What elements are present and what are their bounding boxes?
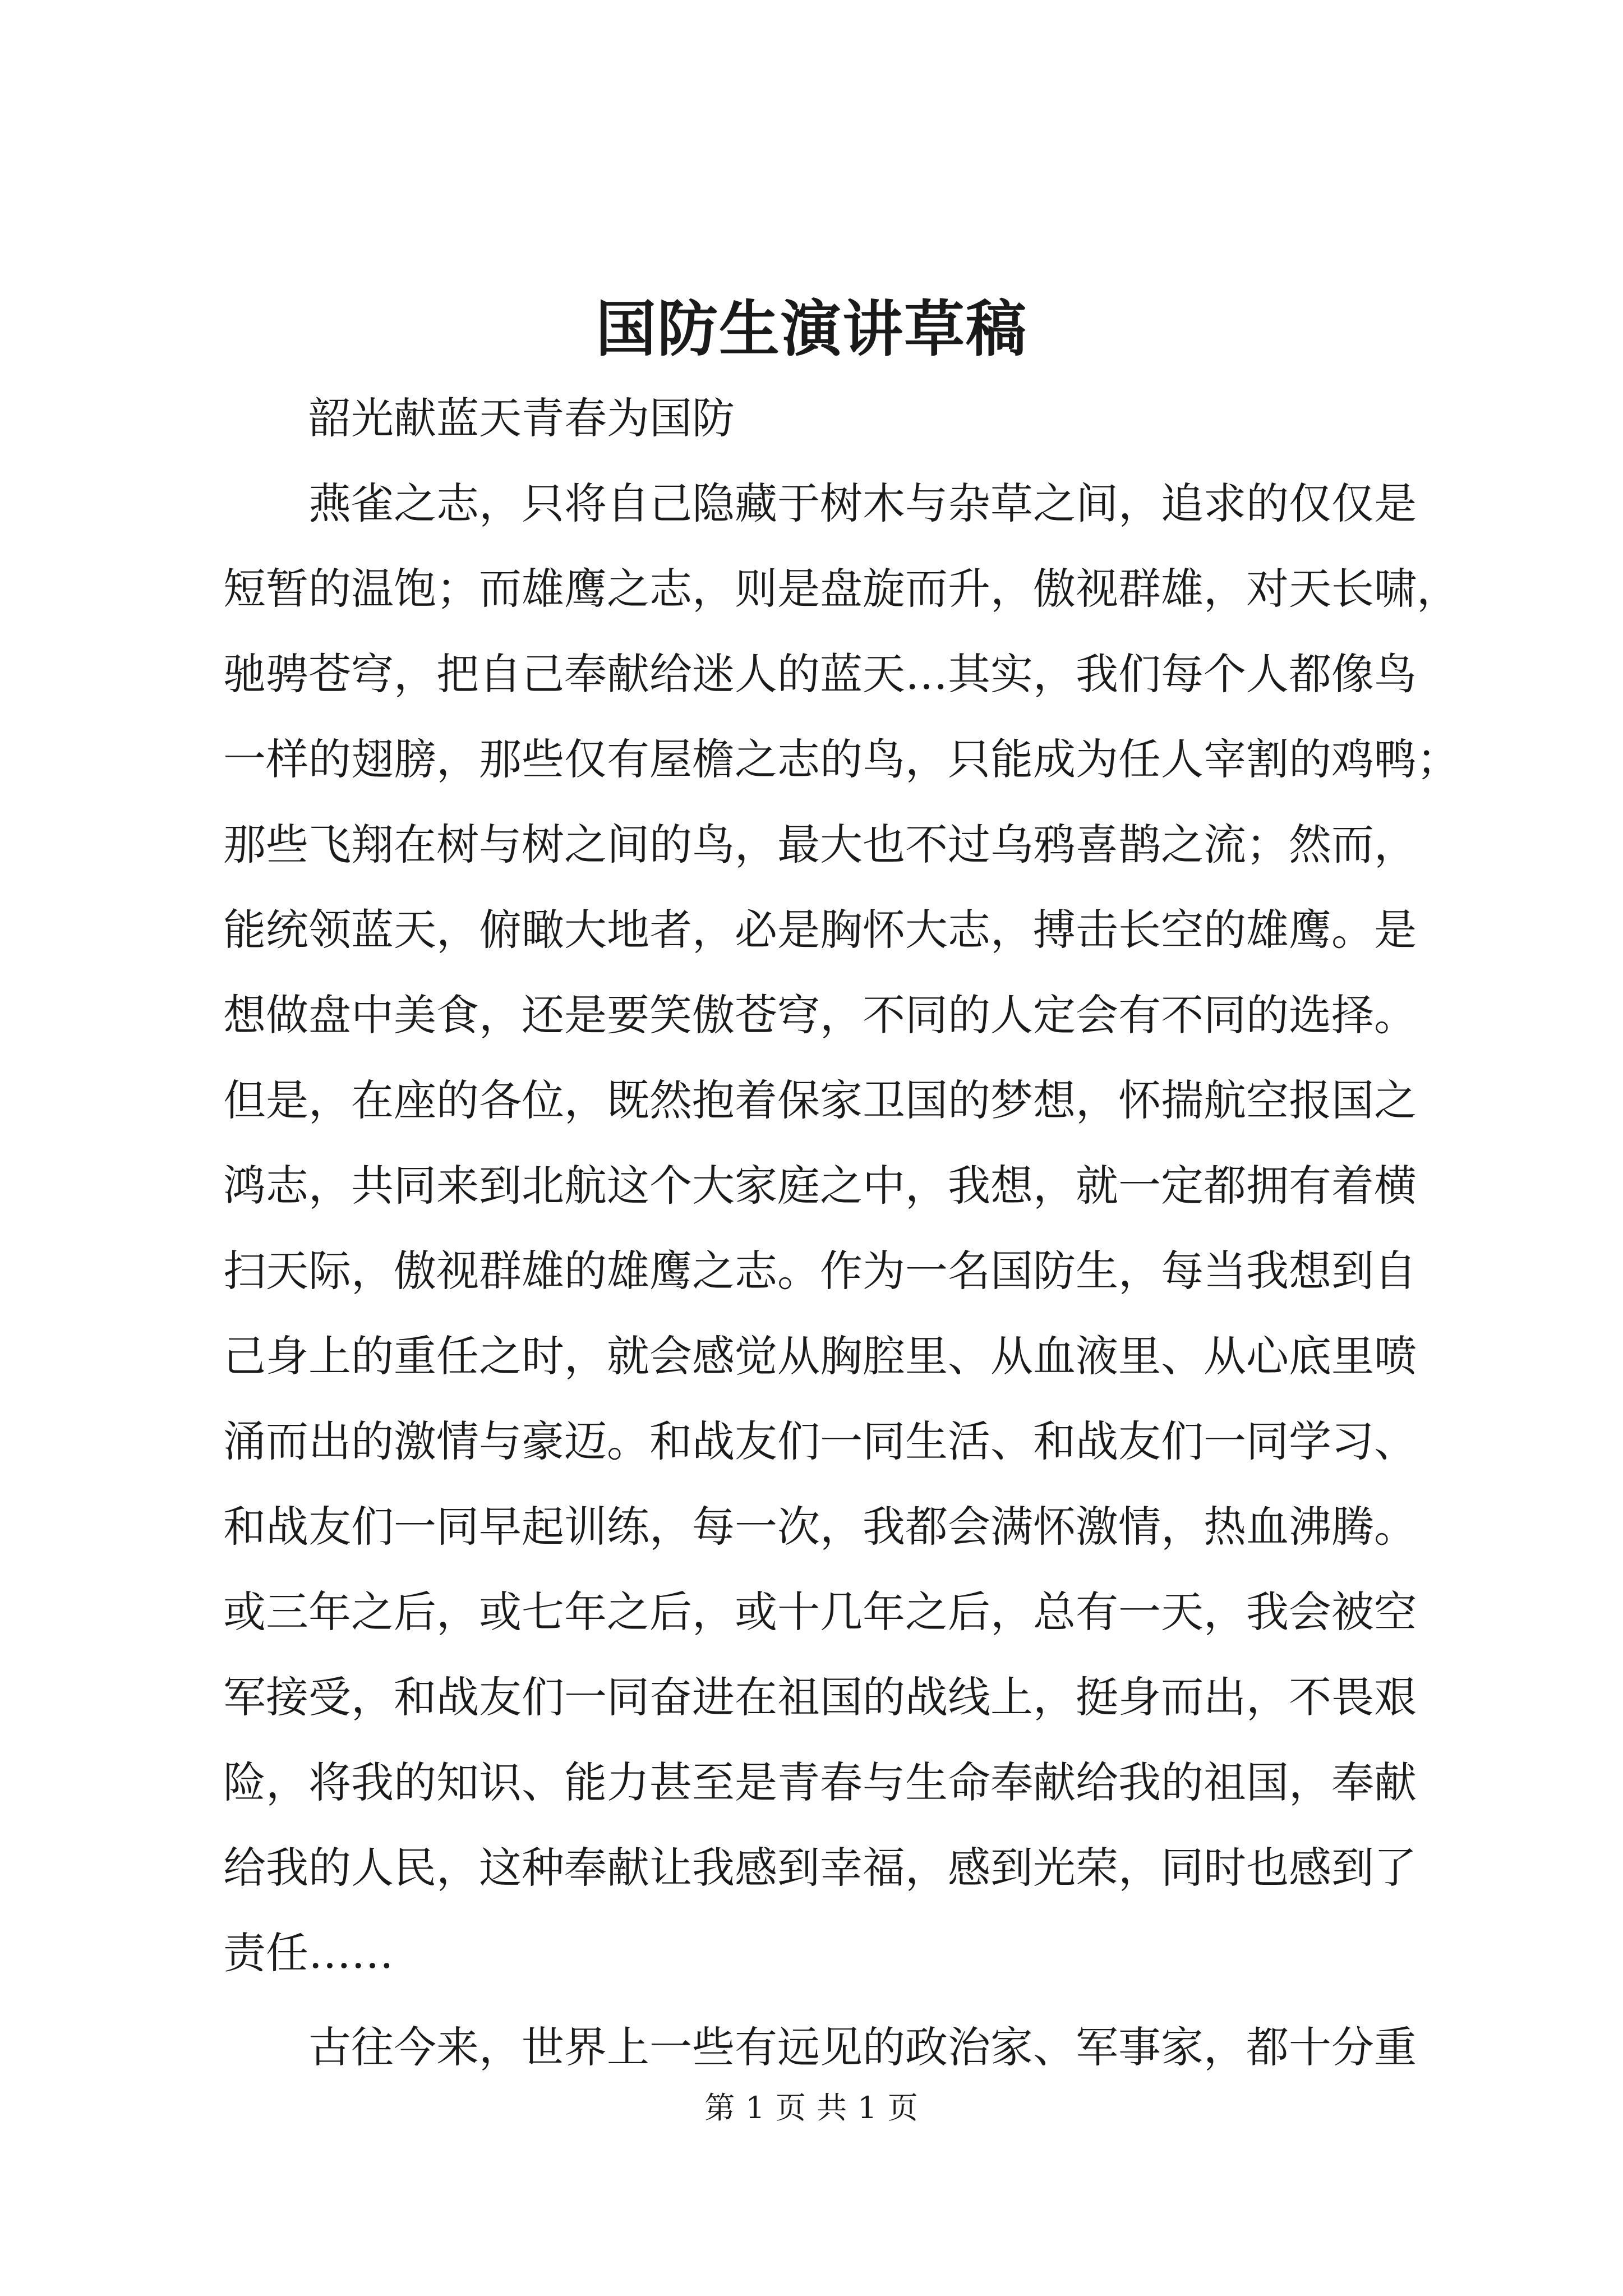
- paragraph-line: 或三年之后，或七年之后，或十几年之后，总有一天，我会被空: [223, 1587, 1417, 1637]
- paragraph-line: 军接受，和战友们一同奋进在祖国的战线上，挺身而出，不畏艰: [223, 1672, 1417, 1722]
- paragraph-line: 和战友们一同早起训练，每一次，我都会满怀激情，热血沸腾。: [223, 1502, 1417, 1552]
- paragraph-line: 短暂的温饱；而雄鹰之志，则是盘旋而升，傲视群雄，对天长啸，: [223, 564, 1459, 614]
- document-subtitle: 韶光献蓝天青春为国防: [308, 393, 735, 443]
- paragraph-line: 一样的翅膀，那些仅有屋檐之志的鸟，只能成为任人宰割的鸡鸭；: [223, 734, 1459, 784]
- paragraph-line: 涌而出的激情与豪迈。和战友们一同生活、和战友们一同学习、: [223, 1416, 1417, 1466]
- page-footer: 第 1 页 共 1 页: [704, 2090, 919, 2125]
- paragraph-line: 想做盘中美食，还是要笑傲苍穹，不同的人定会有不同的选择。: [223, 990, 1417, 1040]
- paragraph-line: 但是，在座的各位，既然抱着保家卫国的梦想，怀揣航空报国之: [223, 1075, 1417, 1125]
- paragraph-line: 扫天际，傲视群雄的雄鹰之志。作为一名国防生，每当我想到自: [223, 1246, 1417, 1296]
- paragraph-line: 燕雀之志，只将自己隐藏于树木与杂草之间，追求的仅仅是: [308, 478, 1417, 528]
- paragraph-line: 险，将我的知识、能力甚至是青春与生命奉献给我的祖国，奉献: [223, 1757, 1417, 1807]
- paragraph-line: 古往今来，世界上一些有远见的政治家、军事家，都十分重: [308, 2022, 1417, 2072]
- paragraph-line: 能统领蓝天，俯瞰大地者，必是胸怀大志，搏击长空的雄鹰。是: [223, 905, 1417, 955]
- paragraph-line: 责任……: [223, 1928, 394, 1978]
- document-body: [223, 376, 1459, 2090]
- paragraph-line: 驰骋苍穹，把自己奉献给迷人的蓝天…其实，我们每个人都像鸟: [223, 649, 1417, 699]
- paragraph-2: [223, 2005, 1417, 2090]
- document-title: 国防生演讲草稿: [595, 294, 1027, 365]
- paragraph-line: 那些飞翔在树与树之间的鸟，最大也不过乌鸦喜鹊之流；然而，: [223, 820, 1417, 869]
- paragraph-line: 给我的人民，这种奉献让我感到幸福，感到光荣，同时也感到了: [223, 1843, 1417, 1893]
- paragraph-line: 鸿志，共同来到北航这个大家庭之中，我想，就一定都拥有着横: [223, 1161, 1417, 1211]
- paragraph-line: 己身上的重任之时，就会感觉从胸腔里、从血液里、从心底里喷: [223, 1331, 1417, 1381]
- paragraph-1: [223, 461, 1459, 1996]
